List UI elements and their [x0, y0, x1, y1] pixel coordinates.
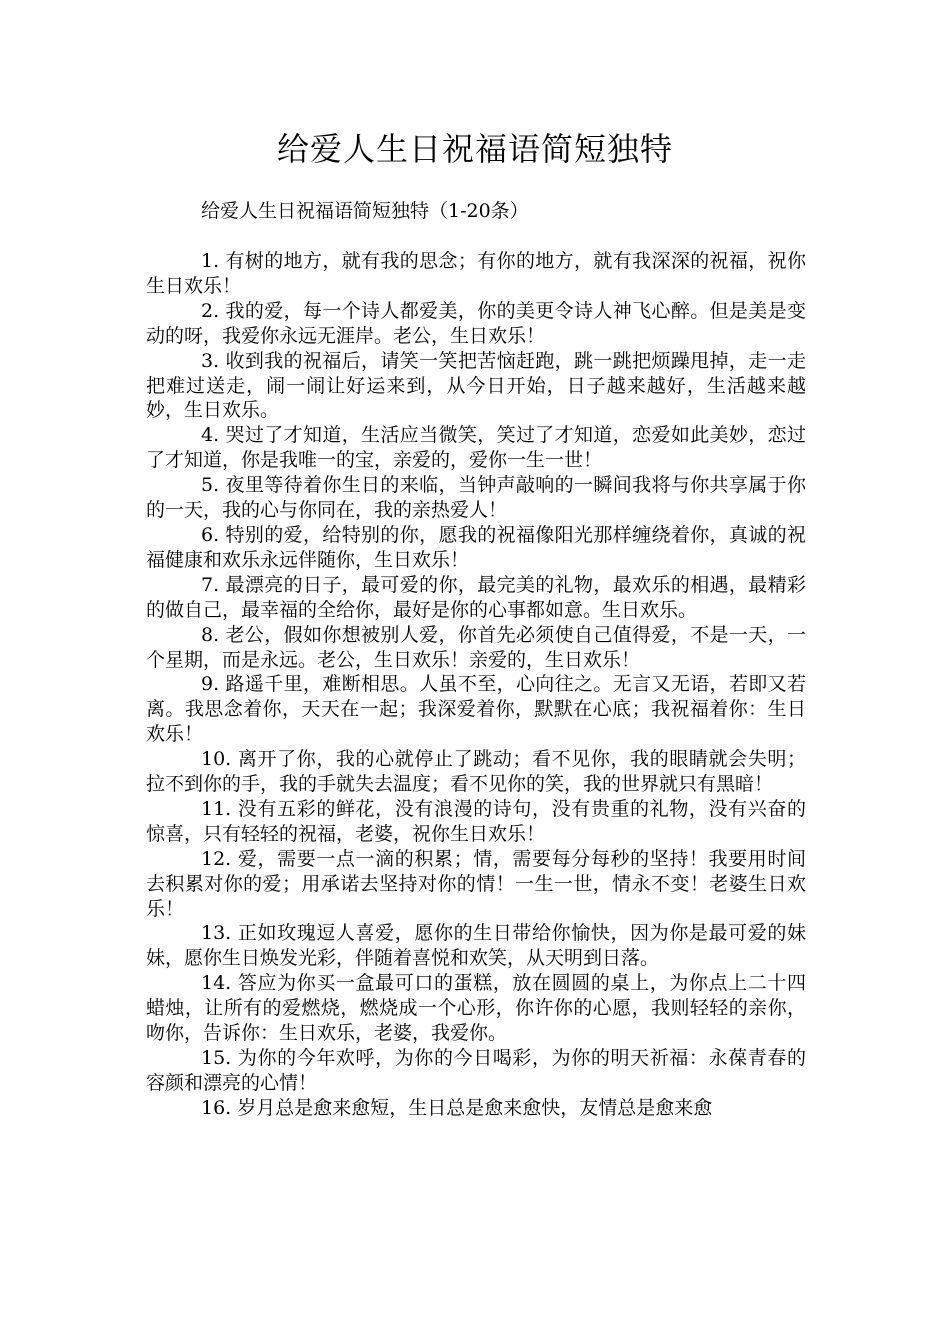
wish-paragraph-10: 10. 离开了你，我的心就停止了跳动；看不见你，我的眼睛就会失明；拉不到你的手，我的手就失去温度；看不见你的笑，我的世界就只有黑暗！ [146, 748, 806, 796]
wish-paragraph-16: 16. 岁月总是愈来愈短，生日总是愈来愈快，友情总是愈来愈 [201, 1096, 713, 1119]
wish-paragraph-14: 14. 答应为你买一盒最可口的蛋糕，放在圆圆的桌上，为你点上二十四蜡烛，让所有的爱燃烧，燃烧成一个心形，你许你的心愿，我则轻轻的亲你，吻你，告诉你：生日欢乐，老婆，我爱你。 [146, 972, 806, 1045]
wish-paragraph-3: 3. 收到我的祝福后，请笑一笑把苦恼赶跑，跳一跳把烦躁甩掉，走一走把难过送走，闹一闹让好运来到，从今日开始，日子越来越好，生活越来越妙，生日欢乐。 [146, 349, 806, 422]
wish-paragraph-13: 13. 正如玫瑰逗人喜爱，愿你的生日带给你愉快，因为你是最可爱的妹妹，愿你生日焕发光彩，伴随着喜悦和欢笑，从天明到日落。 [146, 922, 806, 970]
wish-paragraph-6: 6. 特别的爱，给特别的你，愿我的祝福像阳光那样缠绕着你，真诚的祝福健康和欢乐永远伴随你，生日欢乐！ [146, 523, 806, 571]
wish-paragraph-4: 4. 哭过了才知道，生活应当微笑，笑过了才知道，恋爱如此美妙，恋过了才知道，你是我唯一的宝，亲爱的，爱你一生一世！ [146, 424, 806, 472]
document-subtitle: 给爱人生日祝福语简短独特（1-20条） [201, 200, 529, 222]
wish-paragraph-15: 15. 为你的今年欢呼，为你的今日喝彩，为你的明天祈福：永葆青春的容颜和漂亮的心情！ [146, 1047, 806, 1094]
wish-paragraph-7: 7. 最漂亮的日子，最可爱的你，最完美的礼物，最欢乐的相遇，最精彩的做自己，最幸福的全给你，最好是你的心事都如意。生日欢乐。 [146, 573, 806, 621]
wish-paragraph-12: 12. 爱，需要一点一滴的积累；情，需要每分每秒的坚持！我要用时间去积累对你的爱；用承诺去坚持对你的情！一生一世，情永不变！老婆生日欢乐！ [146, 847, 806, 920]
wish-paragraph-5: 5. 夜里等待着你生日的来临，当钟声敲响的一瞬间我将与你共享属于你的一天，我的心与你同在，我的亲热爱人！ [146, 474, 806, 522]
wish-paragraph-2: 2. 我的爱，每一个诗人都爱美，你的美更令诗人神飞心醉。但是美是变动的呀，我爱你永远无涯岸。老公，生日欢乐！ [146, 299, 806, 347]
document-body [146, 249, 806, 1121]
wish-paragraph-11: 11. 没有五彩的鲜花，没有浪漫的诗句，没有贵重的礼物，没有兴奋的惊喜，只有轻轻的祝福，老婆，祝你生日欢乐！ [146, 797, 806, 845]
document-title: 给爱人生日祝福语简短独特 [276, 130, 673, 168]
wish-paragraph-8: 8. 老公，假如你想被别人爱，你首先必须使自己值得爱，不是一天，一个星期，而是永远。老公，生日欢乐！亲爱的，生日欢乐！ [146, 623, 806, 671]
wish-paragraph-1: 1. 有树的地方，就有我的思念；有你的地方，就有我深深的祝福，祝你生日欢乐！ [146, 250, 806, 297]
wish-paragraph-9: 9. 路遥千里，难断相思。人虽不至，心向往之。无言又无语，若即又若离。我思念着你，天天在一起；我深爱着你，默默在心底；我祝福着你：生日欢乐！ [146, 673, 806, 746]
